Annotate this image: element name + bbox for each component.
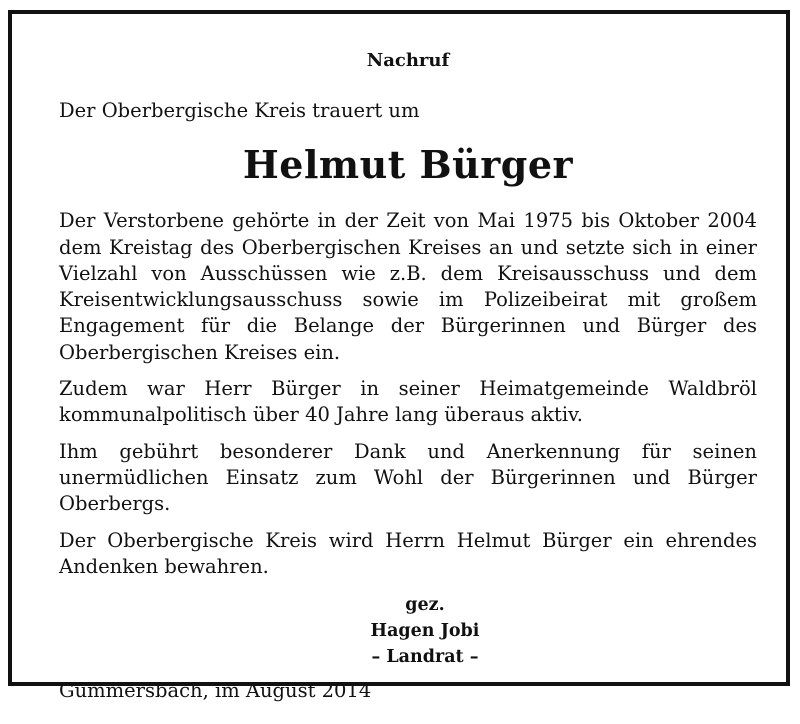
signature-block (59, 592, 757, 670)
obituary-content (59, 48, 757, 724)
obituary-frame (8, 10, 790, 703)
paragraph-thanks: Ihm gebührt besonderer Dank und Anerkennung für seinen unermüdlichen Einsatz zum Wohl der Bürgerinnen und Bürger Oberbergs. (59, 439, 757, 516)
signer-name: Hagen Jobi (370, 621, 480, 642)
signer-title: – Landrat – (371, 647, 479, 668)
place-date: Gummersbach, im August 2014 (59, 679, 372, 703)
signed-label: gez. (405, 595, 445, 616)
notice-heading: Nachruf (366, 50, 450, 71)
intro-text: Der Oberbergische Kreis trauert um (59, 99, 420, 122)
paragraph-local-politics: Zudem war Herr Bürger in seiner Heimatgemeinde Waldbröl kommunalpolitisch über 40 Jahre lang überaus aktiv. (59, 377, 757, 427)
deceased-name: Helmut Bürger (242, 142, 574, 188)
paragraph-remembrance: Der Oberbergische Kreis wird Herrn Helmut Bürger ein ehrendes Andenken bewahren. (59, 528, 757, 578)
paragraph-career: Der Verstorbene gehörte in der Zeit von Mai 1975 bis Oktober 2004 dem Kreistag des Oberbergischen Kreises an und setzte sich in einer Vielzahl von Ausschüssen wie z.B. dem Kreisausschuss und dem Kreisentwicklungsausschuss sowie im Polizeibeirat mit großem Engagement für die Belange der Bürgerinnen und Bürger des Oberbergischen Kreises ein. (59, 209, 757, 364)
